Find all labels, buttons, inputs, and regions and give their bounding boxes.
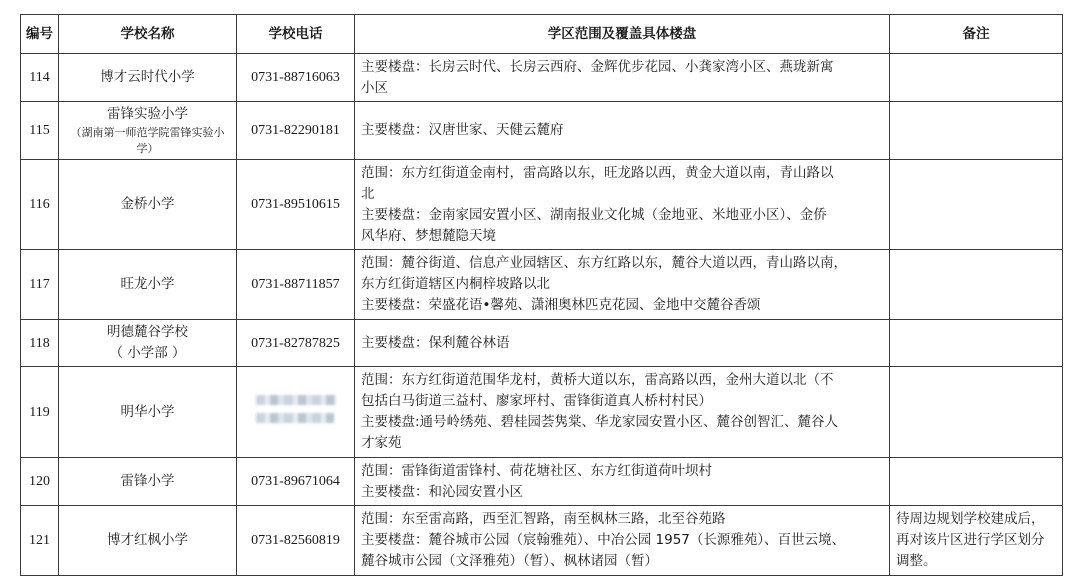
row-phone: 0731-88711857 xyxy=(237,250,355,320)
row-num: 118 xyxy=(21,320,59,367)
redacted-phone-block xyxy=(256,387,336,431)
scope-line: 主要楼盘：汉唐世家、天健云麓府 xyxy=(361,122,564,138)
row-school-name xyxy=(59,160,237,250)
table-row xyxy=(21,458,1063,506)
scope-line: 麓谷城市公园（文泽雅苑）（暂）、枫林诸园（暂） xyxy=(361,553,658,569)
table-row xyxy=(21,54,1063,102)
table-row xyxy=(21,320,1063,367)
scope-line: 主要楼盘：金南家园安置小区、湖南报业文化城（金地亚、米地亚小区）、金侨 xyxy=(361,206,827,223)
header-school-name: 学校名称 xyxy=(59,15,237,54)
row-scope xyxy=(355,102,890,160)
row-school-name xyxy=(59,54,237,102)
row-phone: 0731-89671064 xyxy=(237,458,355,506)
row-remark xyxy=(890,367,1063,458)
row-phone: 0731-82787825 xyxy=(237,320,355,367)
table-row xyxy=(21,506,1063,576)
redaction-bar xyxy=(256,395,336,405)
scope-line: 范围：雷锋街道雷锋村、荷花塘社区、东方红街道荷叶坝村 xyxy=(361,462,712,479)
scope-line: 包括白马街道三益村、廖家坪村、雷锋街道真人桥村村民） xyxy=(361,393,712,409)
school-name: 明德麓谷学校 xyxy=(107,324,188,340)
school-name: 博才红枫小学 xyxy=(107,532,188,548)
scope-line: 主要楼盘：长房云时代、长房云西府、金辉优步花园、小龚家湾小区、燕珑新寓 xyxy=(361,58,834,75)
scope-line: 才家苑 xyxy=(361,435,402,451)
row-num: 119 xyxy=(21,367,59,458)
row-school-name xyxy=(59,458,237,506)
school-name: 雷锋实验小学 xyxy=(107,106,188,122)
header-remark: 备注 xyxy=(890,15,1063,54)
row-remark xyxy=(890,102,1063,160)
scope-line: 北 xyxy=(361,185,375,202)
row-school-name xyxy=(59,102,237,160)
table-row xyxy=(21,102,1063,160)
scope-line: 主要楼盘：麓谷城市公园（宸翰雅苑）、中冶公园 1957（长源雅苑）、百世云境、 xyxy=(361,532,846,548)
row-phone: 0731-82290181 xyxy=(237,102,355,160)
row-scope xyxy=(355,160,890,250)
scope-line: 主要楼盘：和沁园安置小区 xyxy=(361,483,523,500)
header-num: 编号 xyxy=(21,15,59,54)
row-num: 117 xyxy=(21,250,59,320)
row-num: 115 xyxy=(21,102,59,160)
school-sub-name: （ 小学部 ） xyxy=(109,345,186,361)
header-school-phone: 学校电话 xyxy=(237,15,355,54)
table-row xyxy=(21,160,1063,250)
scope-line: 范围：麓谷街道、信息产业园辖区、东方红路以东，麓谷大道以西，青山路以南， xyxy=(361,255,847,271)
redaction-bar xyxy=(256,413,334,423)
row-num: 114 xyxy=(21,54,59,102)
row-num: 120 xyxy=(21,458,59,506)
row-num: 121 xyxy=(21,506,59,576)
row-remark: 待周边规划学校建成后，再对该片区进行学区划分调整。 xyxy=(890,506,1063,576)
row-scope xyxy=(355,506,890,576)
table-row xyxy=(21,250,1063,320)
row-scope xyxy=(355,54,890,102)
scope-line: 范围：东至雷高路，西至汇智路，南至枫林三路，北至谷苑路 xyxy=(361,511,726,527)
table-row xyxy=(21,367,1063,458)
row-scope xyxy=(355,458,890,506)
row-num: 116 xyxy=(21,160,59,250)
scope-line: 风华府、梦想麓隐天境 xyxy=(361,227,496,244)
row-phone: 0731-88716063 xyxy=(237,54,355,102)
scope-line: 主要楼盘：保利麓谷林语 xyxy=(361,334,510,351)
scope-line: 东方红街道辖区内桐梓坡路以北 xyxy=(361,276,550,292)
scope-line: 范围：东方红街道范围华龙村，黄桥大道以东，雷高路以西，金州大道以北（不 xyxy=(361,372,834,388)
row-school-name xyxy=(59,320,237,367)
school-name: 明华小学 xyxy=(120,403,175,420)
scope-line: 主要楼盘：荣盛花语•馨苑、潇湘奥林匹克花园、金地中交麓谷香颂 xyxy=(361,297,761,313)
table-header-row xyxy=(21,15,1063,54)
school-sub-name: （湖南第一师范学院雷锋实验小学） xyxy=(70,126,225,155)
school-name: 雷锋小学 xyxy=(120,473,175,489)
row-remark xyxy=(890,458,1063,506)
row-phone: 0731-89510615 xyxy=(237,160,355,250)
row-phone: 0731-82560819 xyxy=(237,506,355,576)
row-phone-redacted xyxy=(237,367,355,458)
row-remark xyxy=(890,160,1063,250)
row-scope xyxy=(355,250,890,320)
row-remark xyxy=(890,250,1063,320)
school-name: 博才云时代小学 xyxy=(100,69,195,85)
row-school-name xyxy=(59,250,237,320)
school-name: 金桥小学 xyxy=(120,196,175,212)
school-district-table xyxy=(20,14,1063,576)
scope-line: 主要楼盘:通号岭绣苑、碧桂园荟隽棠、华龙家园安置小区、麓谷创智汇、麓谷人 xyxy=(361,414,839,430)
row-remark xyxy=(890,54,1063,102)
row-school-name xyxy=(59,506,237,576)
row-scope xyxy=(355,320,890,367)
school-name: 旺龙小学 xyxy=(120,276,175,292)
scope-line: 范围：东方红街道金南村，雷高路以东，旺龙路以西，黄金大道以南，青山路以 xyxy=(361,164,834,181)
header-district-scope: 学区范围及覆盖具体楼盘 xyxy=(355,15,890,54)
row-remark xyxy=(890,320,1063,367)
row-scope xyxy=(355,367,890,458)
scope-line: 小区 xyxy=(361,79,388,96)
row-school-name xyxy=(59,367,237,458)
